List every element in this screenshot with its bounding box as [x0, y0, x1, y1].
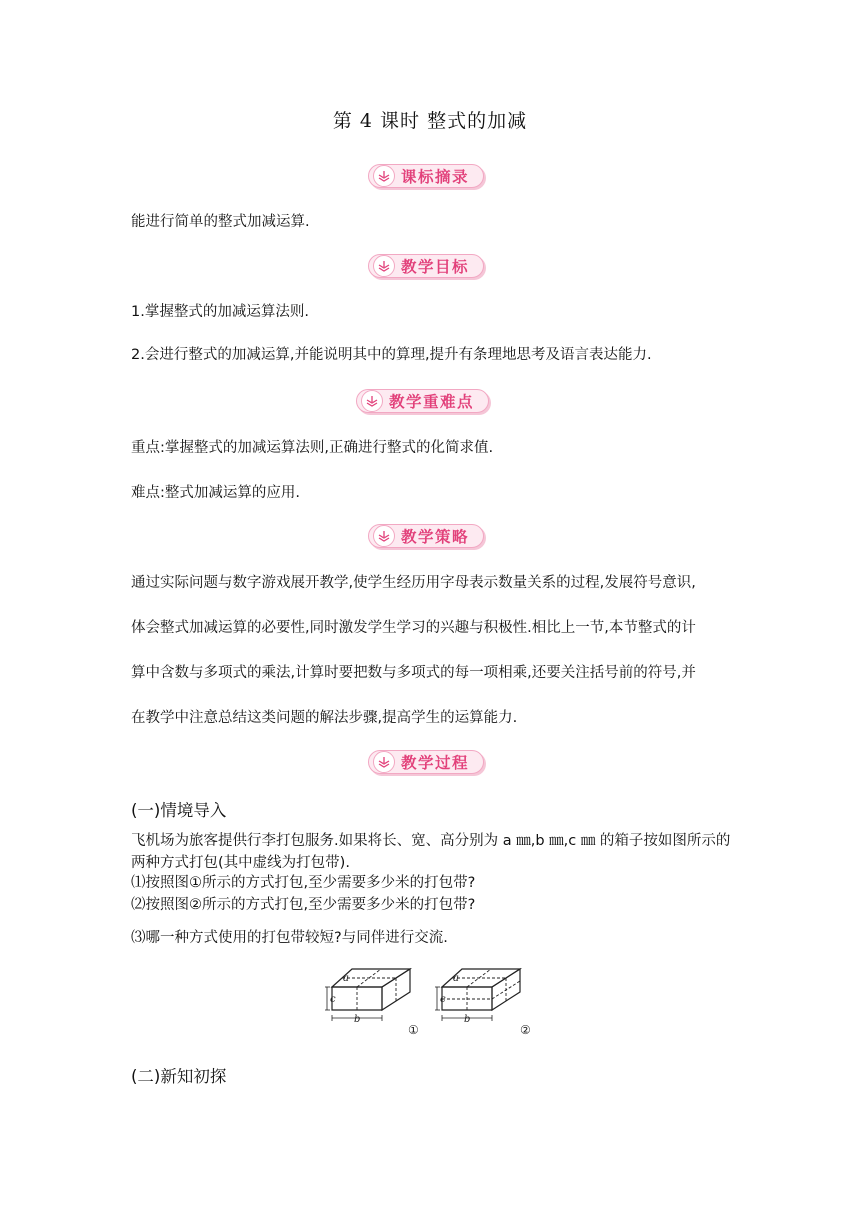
label-a: a [453, 973, 459, 984]
section-badge-process [368, 749, 484, 775]
strategy-line: 体会整式加减运算的必要性,同时激发学生学习的兴趣与积极性.相比上一节,本节整式的计 [131, 620, 696, 636]
question-3: ⑶哪一种方式使用的打包带较短?与同伴进行交流. [131, 930, 448, 946]
section-badge-strategy [368, 523, 484, 549]
label-a: a [343, 973, 349, 984]
intro-text-line: 飞机场为旅客提供行李打包服务.如果将长、宽、高分别为 a ㎜,b ㎜,c ㎜ 的箱子按如图所示的 [131, 833, 731, 849]
section-label: 教学策略 [401, 528, 470, 546]
book-icon [361, 390, 383, 412]
section-badge-keypoints [356, 388, 489, 414]
label-c: c [440, 994, 446, 1005]
section-label: 课标摘录 [401, 168, 470, 186]
objective-item: 2.会进行整式的加减运算,并能说明其中的算理,提升有条理地思考及语言表达能力. [131, 347, 652, 363]
standard-text: 能进行简单的整式加减运算. [131, 214, 310, 230]
section-label: 教学过程 [401, 754, 470, 772]
figure-2-label: ② [520, 1023, 531, 1037]
strategy-line: 通过实际问题与数字游戏展开教学,使学生经历用字母表示数量关系的过程,发展符号意识, [131, 575, 696, 591]
question-1: ⑴按照图①所示的方式打包,至少需要多少米的打包带? [131, 875, 476, 891]
intro-text-line: 两种方式打包(其中虚线为打包带). [131, 855, 350, 871]
strategy-line: 在教学中注意总结这类问题的解法步骤,提高学生的运算能力. [131, 710, 518, 726]
figure-1-label: ① [408, 1023, 419, 1037]
strategy-line: 算中含数与多项式的乘法,计算时要把数与多项式的每一项相乘,还要关注括号前的符号,并 [131, 665, 696, 681]
objective-item: 1.掌握整式的加减运算法则. [131, 304, 309, 320]
label-c: c [330, 994, 336, 1005]
section-label: 教学目标 [401, 258, 470, 276]
book-icon [373, 525, 395, 547]
book-icon [373, 751, 395, 773]
key-point-text: 重点:掌握整式的加减运算法则,正确进行整式的化简求值. [131, 440, 494, 456]
label-b: b [354, 1014, 361, 1025]
difficult-point-text: 难点:整式加减运算的应用. [131, 485, 300, 501]
label-b: b [464, 1014, 471, 1025]
process-part-2-heading: (二)新知初探 [131, 1067, 227, 1086]
question-2: ⑵按照图②所示的方式打包,至少需要多少米的打包带? [131, 897, 476, 913]
page-title: 第 4 课时 整式的加减 [332, 110, 528, 132]
book-icon [373, 165, 395, 187]
section-badge-objectives [368, 253, 484, 279]
process-part-1-heading: (一)情境导入 [131, 801, 227, 820]
packing-boxes-figure [322, 962, 542, 1042]
section-label: 教学重难点 [389, 393, 475, 411]
boxes-diagram [322, 962, 542, 1042]
book-icon [373, 255, 395, 277]
section-badge-standard [368, 163, 484, 189]
